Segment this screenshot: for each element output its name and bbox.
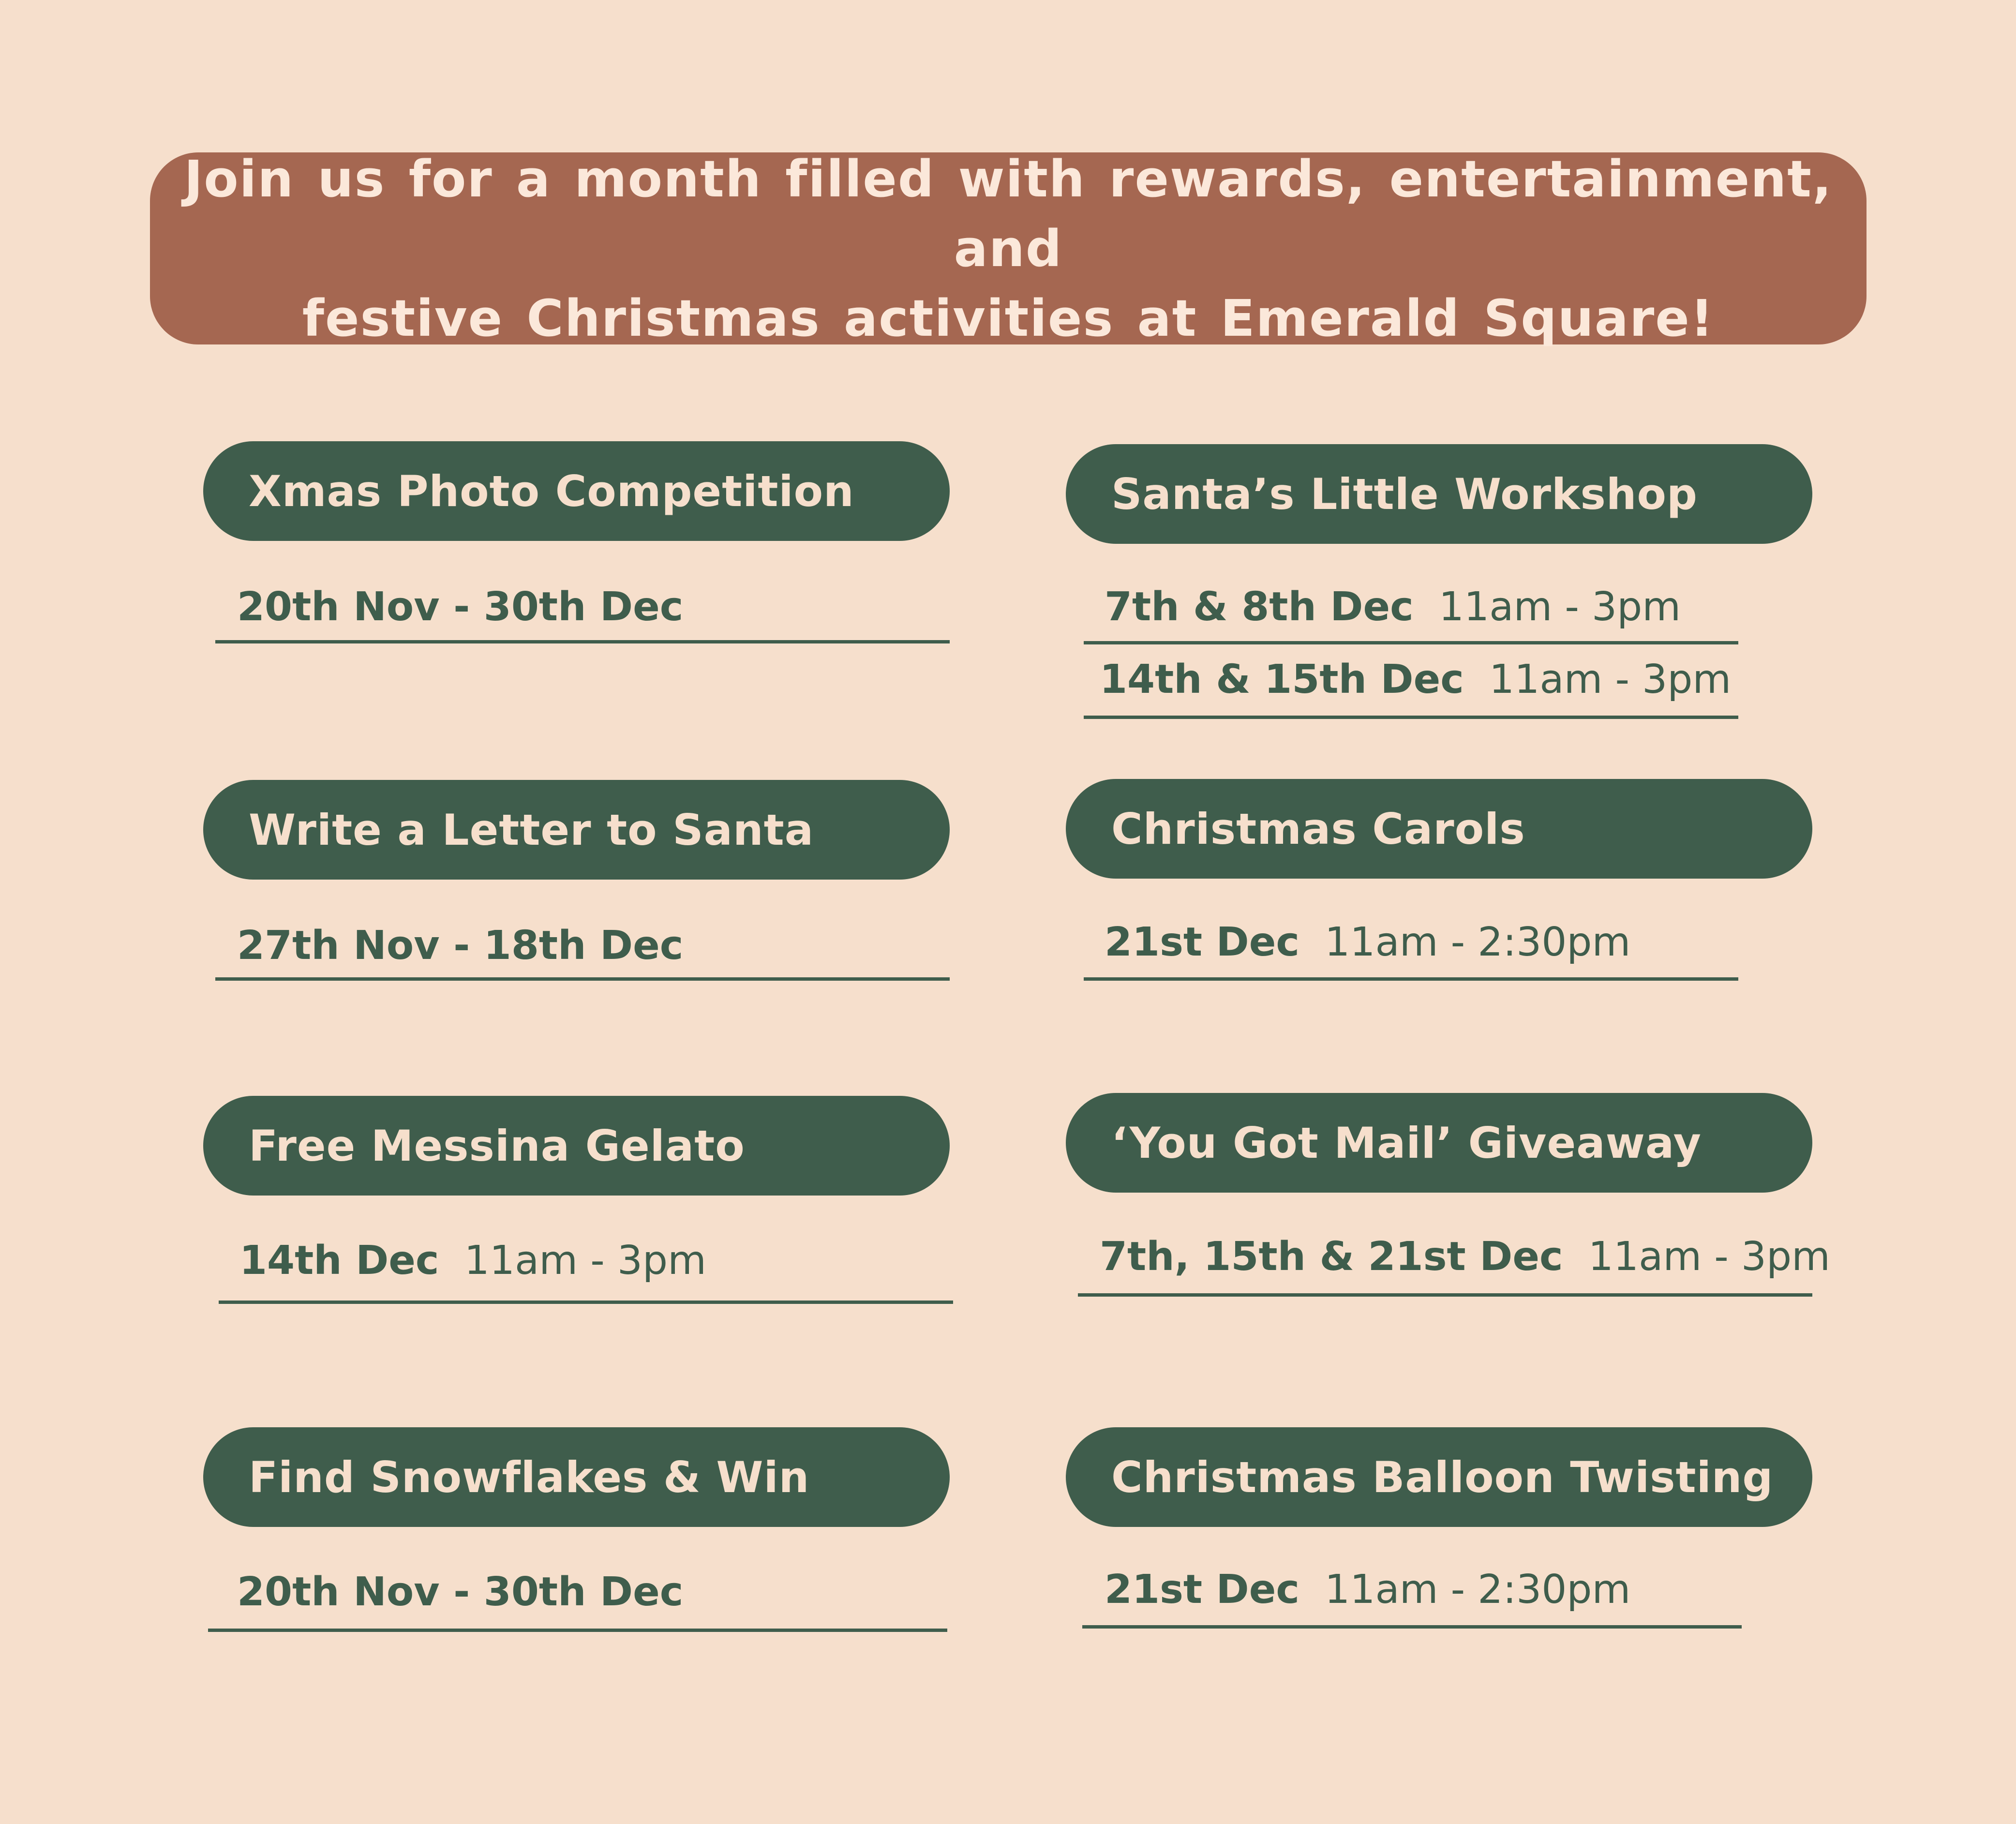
event-date-bold: 27th Nov - 18th Dec xyxy=(237,923,684,969)
event-title: Christmas Carols xyxy=(1111,804,1525,854)
event-title-pill-you-got-mail xyxy=(1066,1093,1812,1193)
event-title: Christmas Balloon Twisting xyxy=(1111,1452,1774,1502)
event-date-bold: 20th Nov - 30th Dec xyxy=(237,584,684,630)
event-title: ‘You Got Mail’ Giveaway xyxy=(1111,1118,1702,1168)
divider-line xyxy=(1078,1293,1812,1297)
event-date-bold: 7th & 8th Dec xyxy=(1105,584,1414,630)
event-title-pill-find-snowflakes xyxy=(203,1427,950,1527)
event-time: 11am - 3pm xyxy=(1426,584,1681,630)
divider-line xyxy=(215,977,950,981)
event-title-pill-letter-to-santa xyxy=(203,780,950,880)
intro-banner xyxy=(150,149,1867,348)
event-dates xyxy=(1105,584,1681,630)
event-date-bold: 21st Dec xyxy=(1105,1567,1299,1613)
event-date-bold: 20th Nov - 30th Dec xyxy=(237,1569,684,1615)
event-title: Free Messina Gelato xyxy=(249,1121,745,1171)
event-dates xyxy=(1100,1234,1831,1280)
event-date-bold: 14th Dec xyxy=(239,1238,439,1284)
divider-line xyxy=(1084,641,1738,644)
event-title-pill-balloon-twisting xyxy=(1066,1427,1812,1527)
event-time: 11am - 3pm xyxy=(1476,657,1732,703)
event-title-pill-messina-gelato xyxy=(203,1096,950,1196)
divider-line xyxy=(1084,977,1738,981)
event-dates xyxy=(1105,919,1631,965)
event-title: Xmas Photo Competition xyxy=(249,466,854,516)
event-title-pill-santas-workshop xyxy=(1066,444,1812,544)
intro-line-2: festive Christmas activities at Emerald Square! xyxy=(302,288,1715,348)
event-dates xyxy=(237,923,684,969)
divider-line xyxy=(208,1629,947,1632)
event-date-bold: 7th, 15th & 21st Dec xyxy=(1100,1234,1563,1280)
event-dates xyxy=(237,584,684,630)
event-time: 11am - 3pm xyxy=(451,1238,706,1284)
event-dates xyxy=(239,1238,706,1284)
event-title: Write a Letter to Santa xyxy=(249,805,814,855)
intro-text xyxy=(179,144,1837,353)
divider-line xyxy=(1084,716,1738,719)
event-dates xyxy=(1100,657,1732,703)
event-dates xyxy=(1105,1567,1631,1613)
divider-line xyxy=(219,1301,953,1304)
event-time: 11am - 2:30pm xyxy=(1312,1567,1631,1613)
event-title: Santa’s Little Workshop xyxy=(1111,469,1698,519)
event-title-pill-photo-competition xyxy=(203,441,950,541)
event-title-pill-christmas-carols xyxy=(1066,779,1812,879)
event-dates xyxy=(237,1569,684,1615)
divider-line xyxy=(215,640,950,643)
intro-line-1: Join us for a month filled with rewards, entertainment, and xyxy=(184,149,1833,278)
event-title: Find Snowflakes & Win xyxy=(249,1452,810,1502)
event-date-bold: 21st Dec xyxy=(1105,919,1299,965)
event-time: 11am - 3pm xyxy=(1575,1234,1831,1280)
event-time: 11am - 2:30pm xyxy=(1312,919,1631,965)
event-date-bold: 14th & 15th Dec xyxy=(1100,657,1464,703)
divider-line xyxy=(1082,1625,1742,1629)
